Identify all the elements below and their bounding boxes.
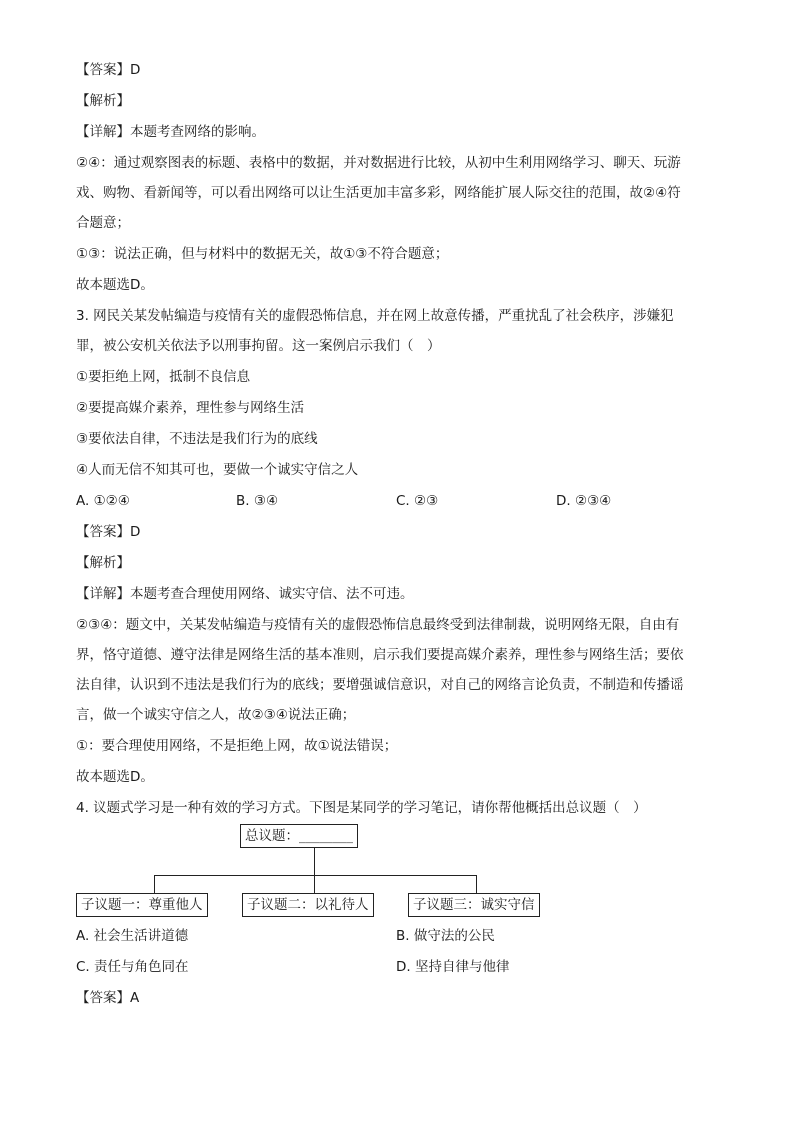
q3-option-c: C. ②③	[396, 493, 439, 509]
diagram-subtopic-1: 子议题一：尊重他人	[76, 893, 208, 917]
diagram-connector-stem	[314, 847, 315, 875]
q3-detail: 【详解】本题考查合理使用网络、诚实守信、法不可违。	[76, 586, 414, 602]
q3-statement-2: ②要提高媒介素养，理性参与网络生活	[76, 400, 305, 416]
q2-answer: 【答案】D	[76, 62, 141, 78]
diagram-connector-right	[476, 875, 477, 893]
q4-options-row-1	[76, 926, 716, 946]
q3-explanation-line-4: 言，做一个诚实守信之人，故②③④说法正确；	[76, 707, 356, 723]
diagram-connector-bar	[154, 875, 476, 876]
q4-answer: 【答案】A	[76, 990, 140, 1006]
q2-conclusion: 故本题选D。	[76, 277, 154, 293]
q2-explanation-line-3: 合题意；	[76, 215, 130, 231]
q2-explanation-2: ①③：说法正确，但与材料中的数据无关，故①③不符合题意；	[76, 246, 449, 262]
q2-analysis-heading: 【解析】	[76, 93, 130, 109]
q3-statement-3: ③要依法自律，不违法是我们行为的底线	[76, 431, 318, 447]
q3-statement-4: ④人而无信不知其可也，要做一个诚实守信之人	[76, 462, 359, 478]
q4-option-a: A. 社会生活讲道德	[76, 928, 189, 944]
q4-option-b: B. 做守法的公民	[396, 928, 495, 944]
diagram-connector-left	[154, 875, 155, 893]
diagram-connector-middle	[314, 875, 315, 893]
q3-explanation-line-3: 法自律，认识到不违法是我们行为的底线；要增强诚信意识，对自己的网络言论负责，不制造和传播谣	[76, 677, 684, 693]
q2-detail: 【详解】本题考查网络的影响。	[76, 124, 265, 140]
q3-conclusion: 故本题选D。	[76, 769, 154, 785]
q3-explanation-line-1: ②③④：题文中，关某发帖编造与疫情有关的虚假恐怖信息最终受到法律制裁，说明网络无限，自由有	[76, 617, 680, 633]
diagram-subtopic-2: 子议题二：以礼待人	[242, 893, 374, 917]
q3-option-a: A. ①②④	[76, 493, 130, 509]
q4-stem: 4. 议题式学习是一种有效的学习方式。下图是某同学的学习笔记，请你帮他概括出总议题（ ）	[76, 800, 647, 816]
q3-explanation-line-2: 界，恪守道德、遵守法律是网络生活的基本准则，启示我们要提高媒介素养，理性参与网络生活；要依	[76, 647, 684, 663]
q3-stem-line-2: 罪，被公安机关依法予以刑事拘留。这一案例启示我们（ ）	[76, 338, 441, 354]
q3-explanation-2: ①：要合理使用网络，不是拒绝上网，故①说法错误；	[76, 738, 398, 754]
q3-analysis-heading: 【解析】	[76, 555, 130, 571]
diagram-subtopic-3: 子议题三：诚实守信	[408, 893, 540, 917]
document-page	[76, 60, 716, 1019]
q3-option-d: D. ②③④	[556, 493, 612, 509]
diagram-main-topic: 总议题：________	[240, 824, 358, 848]
q4-option-c: C. 责任与角色同在	[76, 959, 189, 975]
q4-option-d: D. 坚持自律与他律	[396, 959, 510, 975]
topic-diagram	[76, 824, 556, 920]
q4-options-row-2	[76, 957, 716, 977]
q3-stem-line-1: 3. 网民关某发帖编造与疫情有关的虚假恐怖信息，并在网上故意传播，严重扰乱了社会秩序，涉嫌犯	[76, 308, 674, 324]
q3-statement-1: ①要拒绝上网，抵制不良信息	[76, 369, 251, 385]
q3-options	[76, 491, 716, 511]
q3-answer: 【答案】D	[76, 524, 141, 540]
q3-option-b: B. ③④	[236, 493, 279, 509]
q2-explanation-line-2: 戏、购物、看新闻等，可以看出网络可以让生活更加丰富多彩，网络能扩展人际交往的范围，故②④符	[76, 185, 681, 201]
q2-explanation-line-1: ②④：通过观察图表的标题、表格中的数据，并对数据进行比较，从初中生利用网络学习、聊天、玩游	[76, 155, 681, 171]
